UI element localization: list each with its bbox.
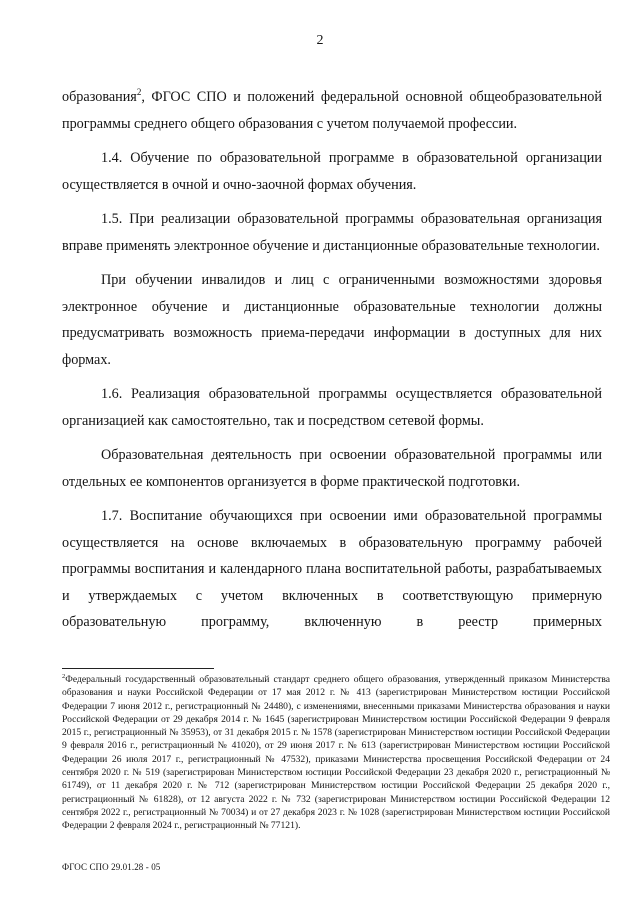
footnote-text: Федеральный государственный образовательный стандарт среднего общего образования, утвержденный приказом Министерства образования и науки Российской Федерации от 17 мая 2012 г. № 413 (зарегистрирован Министерством юстиции Российской Федерации 7 июня 2012 г., регистрационный № 24480), с изменениями, внесенными приказами Министерства образования и науки Российской Федерации от 29 декабря 2014 г. № 1645 (зарегистрирован Министерством юстиции Российской Федерации 9 февраля 2015 г., регистрационный № 35953), от 31 декабря 2015 г. № 1578 (зарегистрирован Министерством юстиции Российской Федерации 9 февраля 2016 г., регистрационный № 41020), от 29 июня 2017 г. № 613 (зарегистрирован Министерством юстиции Российской Федерации 26 июля 2017 г., регистрационный № 47532), приказами Министерства просвещения Российской Федерации от 24 сентября 2020 г. № 519 (зарегистрирован Министерством юстиции Российской Федерации 23 декабря 2020 г., регистрационный № 61749), от 11 декабря 2020 г. № 712 (зарегистрирован Министерством юстиции Российской Федерации 25 декабря 2020 г., регистрационный № 61828), от 12 августа 2022 г. № 732 (зарегистрирован Министерством юстиции Российской Федерации 12 сентября 2022 г., регистрационный № 70034) и от 27 декабря 2023 г. № 1028 (зарегистрирован Министерством юстиции Российской Федерации 2 февраля 2024 г., регистрационный № 77121).: [62, 674, 610, 832]
paragraph-text: образования: [62, 89, 137, 105]
page-number: 2: [316, 33, 324, 48]
paragraph-text-continued: , ФГОС СПО и положений федеральной основной общеобразовательной программы среднего общего образования с учетом получаемой профессии.: [62, 89, 602, 132]
footnote-marker: 2: [62, 673, 66, 680]
paragraph-1-7: 1.7. Воспитание обучающихся при освоении ими образовательной программы осуществляется на основе включаемых в образовательную программу рабочей программы воспитания и календарного плана воспитательной работы, разрабатываемых и утверждаемых с учетом включенных в соответствующую примерную образовательную программу, включенную в реестр примерных: [62, 508, 602, 630]
paragraph-continuation: [62, 84, 602, 137]
paragraph-disabled-learners: При обучении инвалидов и лиц с ограниченными возможностями здоровья электронное обучение и дистанционные образовательные технологии должны предусматривать возможность приема-передачи информации в доступных для них формах.: [62, 272, 602, 368]
footnote-separator: [62, 668, 214, 669]
footnote: [62, 673, 610, 833]
body-text: [62, 84, 602, 644]
paragraph-1-6: 1.6. Реализация образовательной программы осуществляется образовательной организацией как самостоятельно, так и посредством сетевой формы.: [62, 386, 602, 429]
paragraph-practical-training: Образовательная деятельность при освоении образовательной программы или отдельных ее компонентов организуется в форме практической подготовки.: [62, 447, 602, 490]
footnote-reference[interactable]: 2: [136, 87, 142, 97]
paragraph-1-5: 1.5. При реализации образовательной программы образовательная организация вправе применять электронное обучение и дистанционные образовательные технологии.: [62, 211, 602, 254]
document-code: ФГОС СПО 29.01.28 - 05: [62, 862, 161, 872]
paragraph-1-4: 1.4. Обучение по образовательной программе в образовательной организации осуществляется в очной и очно-заочной формах обучения.: [62, 150, 602, 193]
